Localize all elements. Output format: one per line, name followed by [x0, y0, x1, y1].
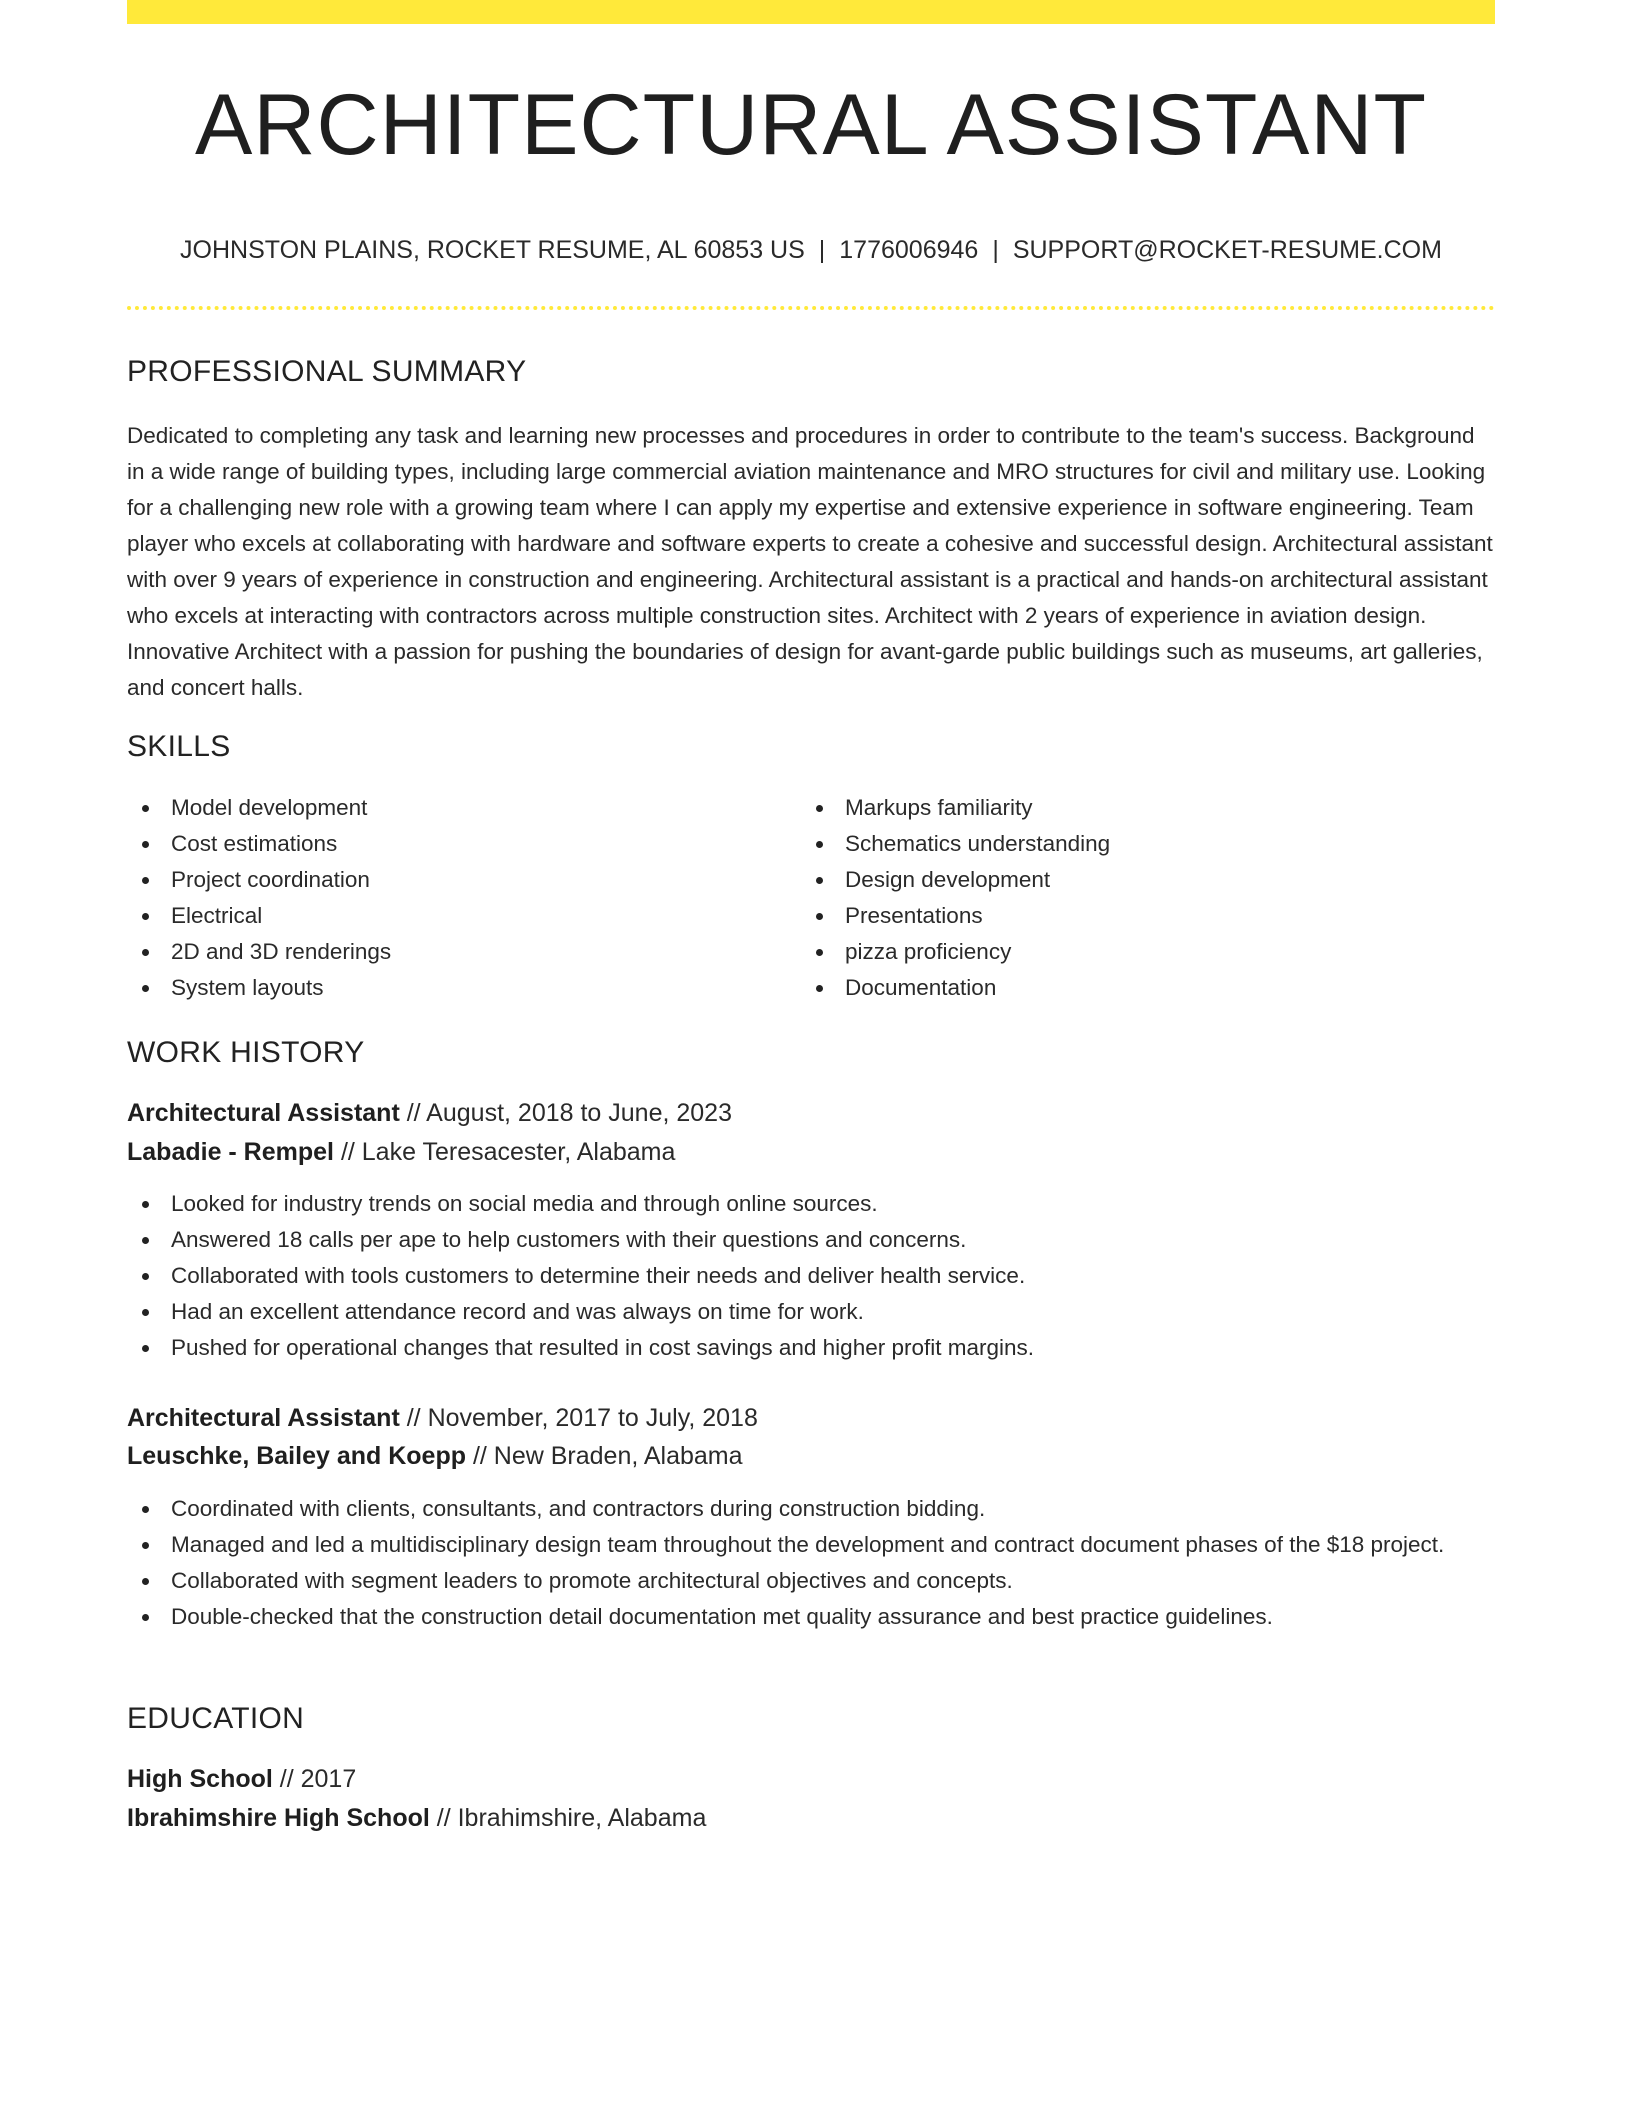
job-bullets — [127, 1491, 1495, 1635]
skill-item: Project coordination — [127, 862, 787, 898]
job-dates: // November, 2017 to July, 2018 — [399, 1404, 758, 1432]
resume-title: ARCHITECTURAL ASSISTANT — [195, 77, 1427, 173]
summary-heading: PROFESSIONAL SUMMARY — [127, 355, 527, 388]
contact-separator: | — [818, 236, 826, 264]
job-bullet: Answered 18 calls per ape to help customers with their questions and concerns. — [127, 1222, 1495, 1258]
job-dates: // August, 2018 to June, 2023 — [399, 1099, 732, 1127]
job-company-line — [127, 1437, 743, 1475]
dotted-divider — [127, 306, 1495, 310]
education-school-line — [127, 1799, 706, 1837]
job-bullet: Had an excellent attendance record and was always on time for work. — [127, 1294, 1495, 1330]
contact-line — [127, 238, 1495, 263]
skill-item: pizza proficiency — [801, 934, 1495, 970]
education-location: // Ibrahimshire, Alabama — [429, 1804, 707, 1832]
skill-item: Electrical — [127, 898, 787, 934]
skill-item: Model development — [127, 790, 787, 826]
education-year: // 2017 — [272, 1765, 357, 1793]
work-history-heading: WORK HISTORY — [127, 1036, 365, 1069]
job-bullet: Looked for industry trends on social media and through online sources. — [127, 1186, 1495, 1222]
job-title: Architectural Assistant — [127, 1404, 400, 1432]
job-company: Leuschke, Bailey and Koepp — [127, 1442, 466, 1470]
skill-item: Schematics understanding — [801, 826, 1495, 862]
skill-item: 2D and 3D renderings — [127, 934, 787, 970]
education-degree-line — [127, 1760, 356, 1798]
contact-separator: | — [992, 236, 999, 264]
job-bullet: Collaborated with segment leaders to promote architectural objectives and concepts. — [127, 1563, 1495, 1599]
job-bullets — [127, 1186, 1495, 1366]
skill-item: Cost estimations — [127, 826, 787, 862]
skills-list-left — [127, 790, 787, 1006]
job-company-line — [127, 1133, 675, 1171]
job-bullet: Collaborated with tools customers to determine their needs and deliver health service. — [127, 1258, 1495, 1294]
contact-email: SUPPORT@ROCKET-RESUME.COM — [1012, 236, 1442, 264]
job-title-line — [127, 1094, 732, 1132]
skill-item: System layouts — [127, 970, 787, 1006]
job-bullet: Pushed for operational changes that resulted in cost savings and higher profit margins. — [127, 1330, 1495, 1366]
skill-item: Markups familiarity — [801, 790, 1495, 826]
skill-item: Documentation — [801, 970, 1495, 1006]
skills-heading: SKILLS — [127, 730, 231, 763]
contact-phone: 1776006946 — [839, 236, 979, 264]
job-location: // Lake Teresacester, Alabama — [334, 1138, 676, 1166]
education-degree: High School — [127, 1765, 273, 1793]
skill-item: Presentations — [801, 898, 1495, 934]
education-heading: EDUCATION — [127, 1702, 305, 1735]
skills-list-right — [801, 790, 1495, 1006]
skill-item: Design development — [801, 862, 1495, 898]
education-school: Ibrahimshire High School — [127, 1804, 430, 1832]
job-title: Architectural Assistant — [127, 1099, 400, 1127]
job-location: // New Braden, Alabama — [466, 1442, 743, 1470]
contact-address: JOHNSTON PLAINS, ROCKET RESUME, AL 60853 US — [180, 236, 805, 264]
job-title-line — [127, 1399, 758, 1437]
accent-top-bar — [127, 0, 1495, 24]
summary-text: Dedicated to completing any task and learning new processes and procedures in order to contribute to the team's success. Background in a wide range of building types, including large commercial aviation maintenance and MRO structures for civil and military use. Looking for a challenging new role with a growing team where I can apply my expertise and extensive experience in software engineering. Team player who excels at collaborating with hardware and software experts to create a cohesive and successful design. Architectural assistant with over 9 years of experience in construction and engineering. Architectural assistant is a practical and hands-on architectural assistant who excels at interacting with contractors across multiple construction sites. Architect with 2 years of experience in aviation design. Innovative Architect with a passion for pushing the boundaries of design for avant-garde public buildings such as museums, art galleries, and concert halls. — [127, 423, 1493, 700]
job-company: Labadie - Rempel — [127, 1138, 334, 1166]
job-bullet: Coordinated with clients, consultants, and contractors during construction bidding. — [127, 1491, 1495, 1527]
job-bullet: Double-checked that the construction detail documentation met quality assurance and best practice guidelines. — [127, 1599, 1495, 1635]
job-bullet: Managed and led a multidisciplinary design team throughout the development and contract document phases of the $18 project. — [127, 1527, 1495, 1563]
